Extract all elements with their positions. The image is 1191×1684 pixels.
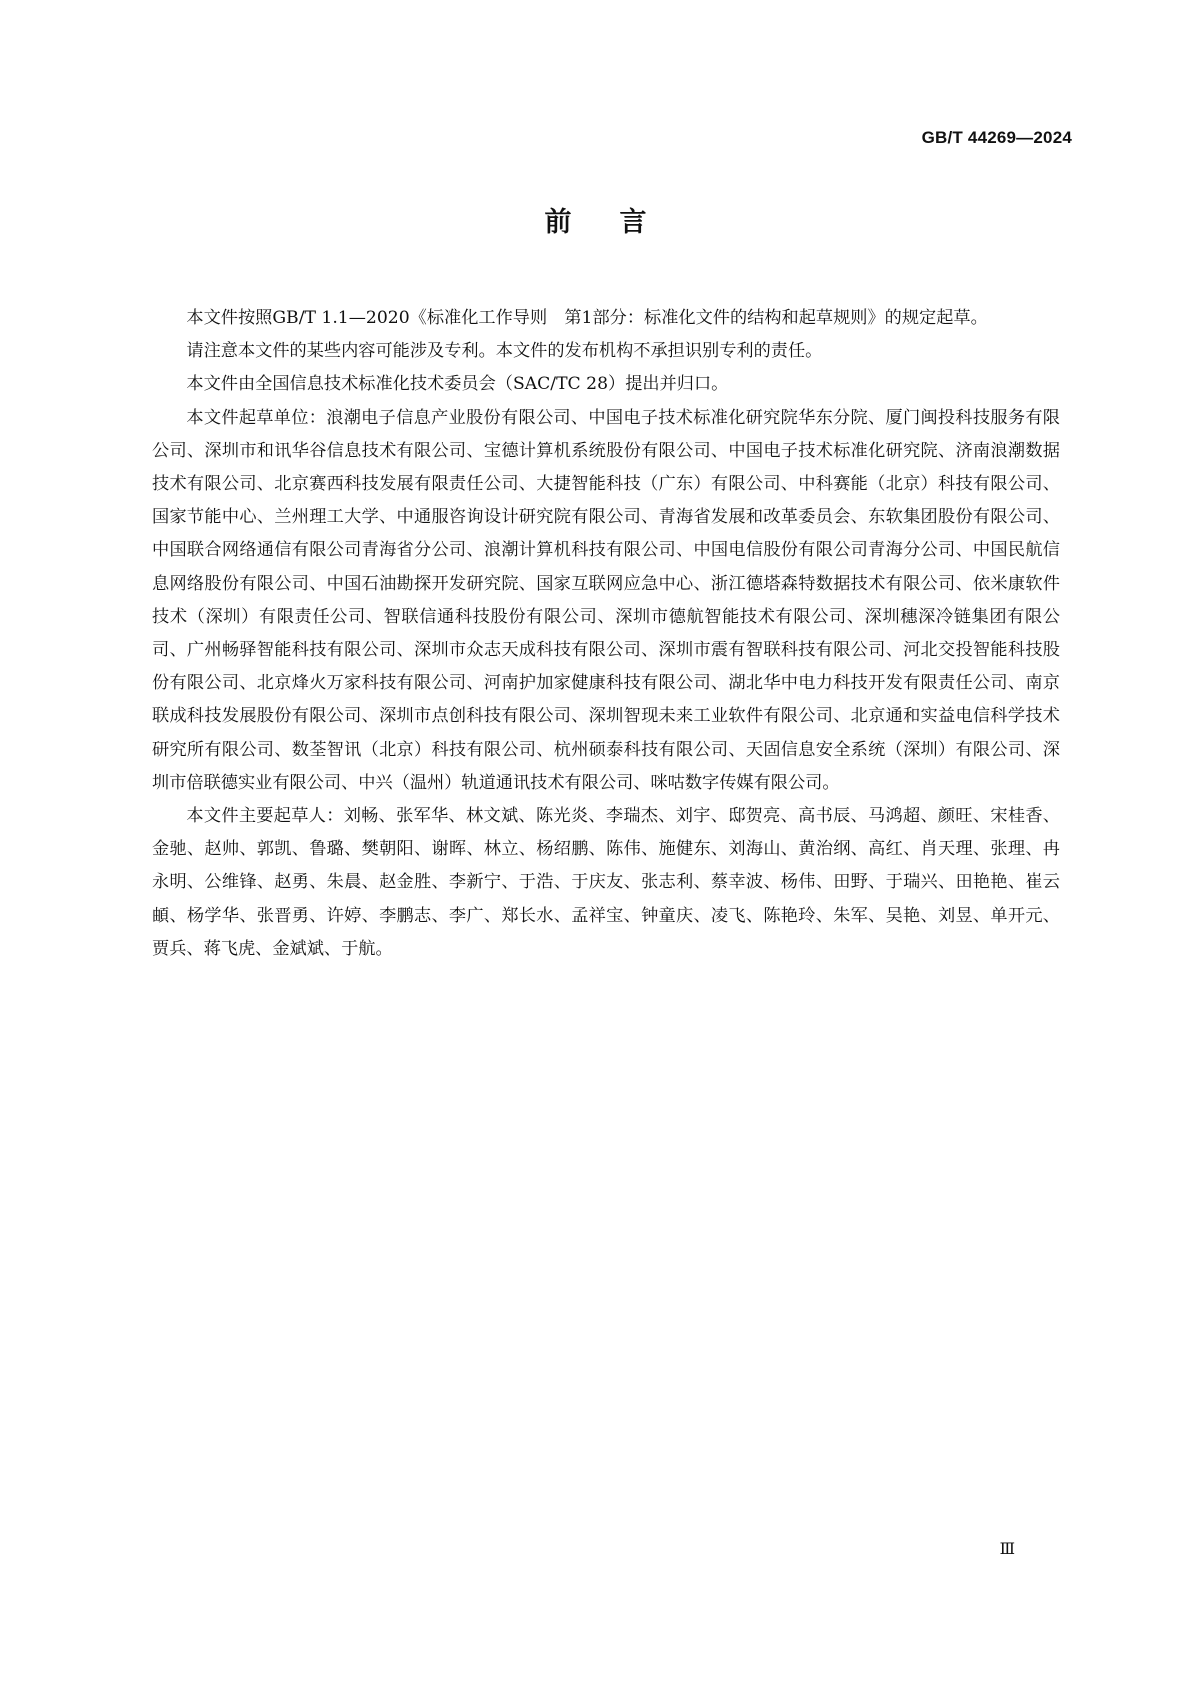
standard-number: GB/T 44269—2024 — [921, 128, 1072, 147]
paragraph-patent-notice: 请注意本文件的某些内容可能涉及专利。本文件的发布机构不承担识别专利的责任。 — [186, 341, 823, 362]
paragraph-drafters: 本文件主要起草人：刘畅、张军华、林文斌、陈光炎、李瑞杰、刘宇、邸贺亮、高书辰、马鸿超、颜旺、宋桂香、金驰、赵帅、郭凯、鲁璐、樊朝阳、谢晖、林立、杨绍鹏、陈伟、施健东、刘海山、黄治纲、高红、肖天理、张理、冉永明、公维锋、赵勇、朱晨、赵金胜、李新宁、于浩、于庆友、张志利、蔡幸波、杨伟、田野、于瑞兴、田艳艳、崔云頔、杨学华、张晋勇、许婷、李鹏志、李广、郑长水、孟祥宝、钟童庆、凌飞、陈艳玲、朱军、吴艳、刘昱、单开元、贾兵、蒋飞虎、金斌斌、于航。 — [152, 806, 1060, 959]
paragraph-drafting-rules: 本文件按照GB/T 1.1—2020《标准化工作导则 第1部分：标准化文件的结构和起草规则》的规定起草。 — [186, 308, 988, 328]
page-title: 前言 — [544, 207, 695, 238]
page-number: Ⅲ — [999, 1539, 1015, 1558]
foreword-body — [152, 302, 1060, 966]
paragraph-proposing-body: 本文件由全国信息技术标准化技术委员会（SAC/TC 28）提出并归口。 — [186, 374, 729, 395]
paragraph-drafting-organizations: 本文件起草单位：浪潮电子信息产业股份有限公司、中国电子技术标准化研究院华东分院、厦门闽投科技服务有限公司、深圳市和讯华谷信息技术有限公司、宝德计算机系统股份有限公司、中国电子技术标准化研究院、济南浪潮数据技术有限公司、北京赛西科技发展有限责任公司、大捷智能科技（广东）有限公司、中科赛能（北京）科技有限公司、国家节能中心、兰州理工大学、中通服咨询设计研究院有限公司、青海省发展和改革委员会、东软集团股份有限公司、中国联合网络通信有限公司青海省分公司、浪潮计算机科技有限公司、中国电信股份有限公司青海分公司、中国民航信息网络股份有限公司、中国石油勘探开发研究院、国家互联网应急中心、浙江德塔森特数据技术有限公司、依米康软件技术（深圳）有限责任公司、智联信通科技股份有限公司、深圳市德航智能技术有限公司、深圳穗深冷链集团有限公司、广州畅驿智能科技有限公司、深圳市众志天成科技有限公司、深圳市震有智联科技有限公司、河北交投智能科技股份有限公司、北京烽火万家科技有限公司、河南护加家健康科技有限公司、湖北华中电力科技开发有限责任公司、南京联成科技发展股份有限公司、深圳市点创科技有限公司、深圳智现未来工业软件有限公司、北京通和实益电信科学技术研究所有限公司、数荃智讯（北京）科技有限公司、杭州硕泰科技有限公司、天固信息安全系统（深圳）有限公司、深圳市倍联德实业有限公司、中兴（温州）轨道通讯技术有限公司、咪咕数字传媒有限公司。 — [152, 407, 1060, 793]
